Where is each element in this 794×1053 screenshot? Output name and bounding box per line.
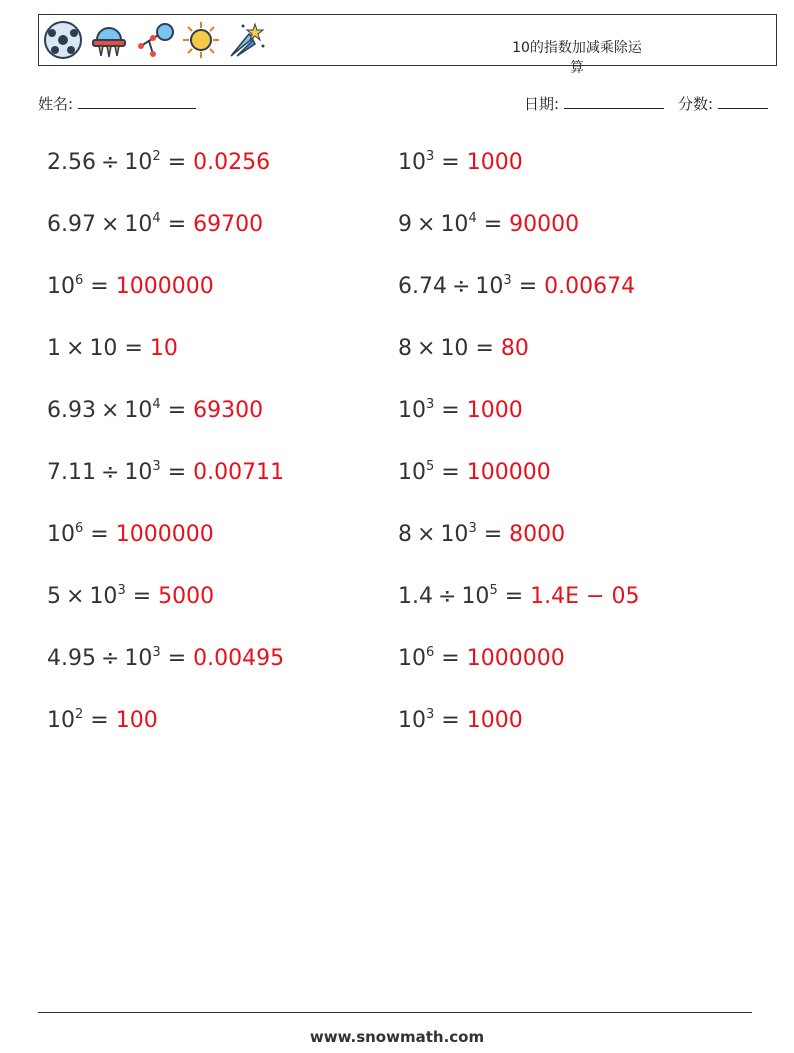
equals-sign: = <box>90 274 109 299</box>
problem-right-3 <box>398 272 635 302</box>
operand: 8 <box>398 336 412 361</box>
problem-right-10 <box>398 706 523 736</box>
exponent: 3 <box>426 149 435 164</box>
equals-sign: = <box>441 150 460 175</box>
problem-right-1 <box>398 148 523 178</box>
operand: 7.11 <box>47 460 96 485</box>
answer: 1000 <box>466 150 523 175</box>
answer: 0.00674 <box>544 274 636 299</box>
power-base: 10 <box>398 398 426 423</box>
operand: 1 <box>47 336 61 361</box>
exponent: 5 <box>426 459 435 474</box>
satellite-icon <box>135 20 175 60</box>
operator: ÷ <box>100 460 120 485</box>
equals-sign: = <box>441 398 460 423</box>
problem-right-6 <box>398 458 551 488</box>
answer: 1000 <box>466 708 523 733</box>
score-blank[interactable] <box>718 96 768 109</box>
name-label: 姓名: <box>38 95 74 113</box>
answer: 100000 <box>466 460 551 485</box>
exponent: 6 <box>426 645 435 660</box>
operand: 1.4 <box>398 584 433 609</box>
exponent: 3 <box>117 583 126 598</box>
equals-sign: = <box>441 460 460 485</box>
problem-left-9 <box>47 644 284 674</box>
operator: × <box>66 584 85 609</box>
answer: 8000 <box>509 522 566 547</box>
name-blank[interactable] <box>78 96 196 109</box>
ufo-spaceship-icon <box>89 20 129 60</box>
answer: 0.00495 <box>193 646 285 671</box>
worksheet-title: 10的指数加减乘除运算 <box>512 40 642 76</box>
equals-sign: = <box>475 336 494 361</box>
equals-sign: = <box>167 150 187 175</box>
exponent: 3 <box>426 707 435 722</box>
operand: 5 <box>47 584 61 609</box>
operator: ÷ <box>100 150 120 175</box>
problem-left-8 <box>47 582 214 612</box>
problem-left-2 <box>47 210 263 240</box>
problem-right-5 <box>398 396 523 426</box>
operand: 6.93 <box>47 398 96 423</box>
operator: ÷ <box>438 584 457 609</box>
worksheet-header <box>38 14 777 76</box>
exponent: 6 <box>75 521 84 536</box>
answer: 90000 <box>509 212 580 237</box>
equals-sign: = <box>90 708 109 733</box>
equals-sign: = <box>441 646 460 671</box>
problem-left-10 <box>47 706 158 736</box>
power-base: 10 <box>47 708 75 733</box>
operand: 6.97 <box>47 212 96 237</box>
date-label: 日期: <box>524 95 560 113</box>
date-field <box>524 93 664 114</box>
operator: × <box>100 212 120 237</box>
problem-right-2 <box>398 210 579 240</box>
equals-sign: = <box>483 212 503 237</box>
power-base: 10 <box>124 460 153 485</box>
header-icons <box>43 20 267 62</box>
operator: × <box>100 398 120 423</box>
equals-sign: = <box>167 212 187 237</box>
operand: 8 <box>398 522 412 547</box>
exponent: 4 <box>152 211 161 226</box>
power-base: 10 <box>124 212 153 237</box>
answer: 10 <box>149 336 178 361</box>
power-base: 10 <box>398 150 426 175</box>
score-label: 分数: <box>678 95 714 113</box>
power-base: 10 <box>475 274 504 299</box>
equals-sign: = <box>518 274 538 299</box>
answer: 1000000 <box>115 522 214 547</box>
equals-sign: = <box>483 522 503 547</box>
equals-sign: = <box>167 460 187 485</box>
power-base: 10 <box>89 584 118 609</box>
operator: × <box>417 522 436 547</box>
shooting-star-icon <box>227 20 267 60</box>
answer: 69700 <box>193 212 264 237</box>
answer: 1000 <box>466 398 523 423</box>
answer: 100 <box>115 708 158 733</box>
answer: 1000000 <box>115 274 214 299</box>
answer: 69300 <box>193 398 264 423</box>
equals-sign: = <box>167 398 187 423</box>
operator: ÷ <box>100 646 120 671</box>
power-base: 10 <box>440 212 469 237</box>
problem-right-8 <box>398 582 639 612</box>
answer: 5000 <box>158 584 215 609</box>
power-base: 10 <box>398 646 426 671</box>
problem-left-5 <box>47 396 263 426</box>
answer: 1000000 <box>466 646 565 671</box>
exponent: 2 <box>75 707 84 722</box>
footer-divider <box>38 1012 752 1013</box>
exponent: 2 <box>152 149 161 164</box>
power-base: 10 <box>124 150 153 175</box>
problem-left-7 <box>47 520 214 550</box>
exponent: 4 <box>468 211 477 226</box>
equals-sign: = <box>124 336 143 361</box>
operand: 6.74 <box>398 274 447 299</box>
score-field <box>678 93 768 114</box>
sun-icon <box>181 20 221 60</box>
exponent: 3 <box>468 521 477 536</box>
problem-left-4 <box>47 334 178 364</box>
operator: × <box>417 336 436 361</box>
problem-right-7 <box>398 520 565 550</box>
power-base: 10 <box>47 274 75 299</box>
exponent: 3 <box>152 459 161 474</box>
equals-sign: = <box>167 646 187 671</box>
exponent: 5 <box>489 583 498 598</box>
operator: × <box>417 212 436 237</box>
power-base: 10 <box>89 336 118 361</box>
power-base: 10 <box>124 646 153 671</box>
problem-left-3 <box>47 272 214 302</box>
power-base: 10 <box>398 708 426 733</box>
answer: 80 <box>500 336 529 361</box>
operator: ÷ <box>451 274 471 299</box>
power-base: 10 <box>124 398 153 423</box>
equals-sign: = <box>504 584 524 609</box>
name-field <box>38 93 196 114</box>
footer-url: www.snowmath.com <box>309 1028 485 1046</box>
answer: 0.00711 <box>193 460 285 485</box>
exponent: 4 <box>152 397 161 412</box>
problem-right-4 <box>398 334 529 364</box>
operator: × <box>66 336 85 361</box>
equals-sign: = <box>132 584 152 609</box>
soccer-ball-icon <box>43 20 83 60</box>
operand: 2.56 <box>47 150 96 175</box>
problem-right-9 <box>398 644 565 674</box>
problem-left-6 <box>47 458 284 488</box>
problem-left-1 <box>47 148 270 178</box>
power-base: 10 <box>461 584 490 609</box>
power-base: 10 <box>47 522 75 547</box>
answer: 1.4E − 05 <box>530 584 640 609</box>
exponent: 3 <box>426 397 435 412</box>
operand: 4.95 <box>47 646 96 671</box>
exponent: 3 <box>503 273 512 288</box>
exponent: 3 <box>152 645 161 660</box>
operand: 9 <box>398 212 412 237</box>
answer: 0.0256 <box>193 150 271 175</box>
power-base: 10 <box>440 522 469 547</box>
power-base: 10 <box>440 336 469 361</box>
equals-sign: = <box>441 708 460 733</box>
date-blank[interactable] <box>564 96 664 109</box>
equals-sign: = <box>90 522 109 547</box>
power-base: 10 <box>398 460 426 485</box>
exponent: 6 <box>75 273 84 288</box>
